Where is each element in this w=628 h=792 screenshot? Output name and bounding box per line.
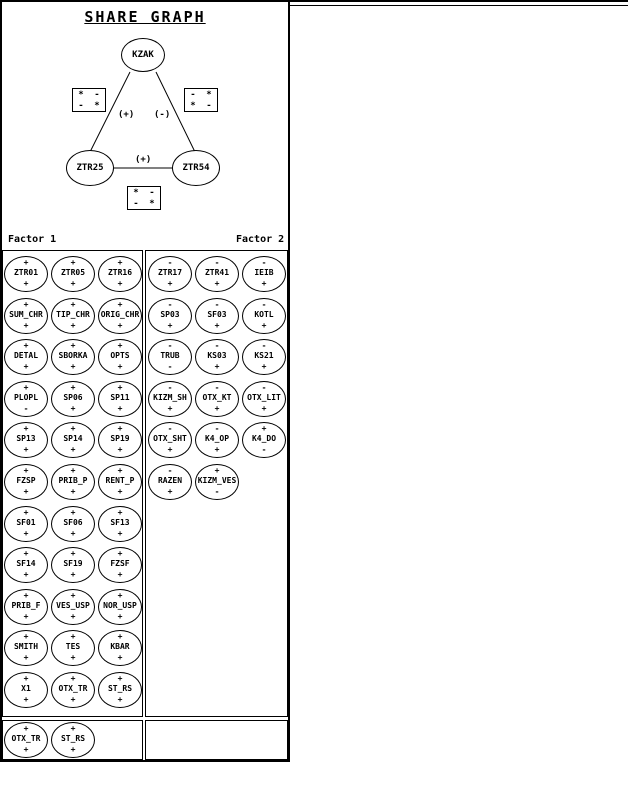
sign-bottom: + [23,653,29,663]
variable-node [195,464,239,500]
variable-label: SP03 [160,309,180,319]
sign-bottom: + [23,320,29,330]
variable-label: KBAR [110,642,130,652]
variable-label: K4_DO [251,434,277,444]
sign-top: + [23,341,29,351]
variable-node [51,722,95,758]
sign-bottom: + [117,320,123,330]
sign-top: - [167,341,173,351]
sign-top: + [117,424,123,434]
sign-bottom: + [117,695,123,704]
sign-top: + [117,466,123,475]
variable-node [51,672,95,708]
variable-node [148,381,192,417]
sign-bottom: + [117,570,123,580]
variable-node [4,464,48,500]
sign-top: - [261,299,267,309]
variable-label: IEIB [254,268,274,277]
variable-node [148,464,192,500]
sign-top: + [117,341,123,351]
variable-node [242,339,286,375]
sign-bottom: + [261,279,267,288]
sign-top: - [167,424,173,434]
sign-bottom: + [117,445,123,455]
variable-label: ZTR05 [60,268,86,277]
header-rule [290,0,628,6]
variable-node [51,589,95,625]
sign-top: - [167,382,173,392]
sign-bottom: + [261,320,267,330]
variable-label: OTX_TR [11,734,41,743]
variable-node [195,422,239,458]
sign-top: - [214,424,220,434]
sign-top: - [261,258,267,267]
sign-bottom: + [117,487,123,496]
variable-label: PLOPL [13,392,39,402]
variable-label: ST_RS [60,734,86,743]
sign-bottom: + [70,445,76,455]
sign-top: - [214,382,220,392]
edge-label-right: (-) [154,110,171,120]
variable-node [98,381,142,417]
variable-label: SBORKA [58,351,88,361]
sign-bottom: + [23,611,29,621]
variable-node [4,722,48,758]
variable-node [148,339,192,375]
sign-bottom: + [214,445,220,455]
sign-bottom: + [167,445,173,455]
variable-label: PRIB_F [11,600,41,610]
variable-label: ZTR17 [157,268,183,277]
variable-node [51,381,95,417]
sign-bottom: + [70,403,76,413]
sign-top: + [117,674,123,683]
variable-node [4,339,48,375]
sign-top: + [23,724,29,733]
variable-label: FZSF [110,559,130,569]
variable-node [242,256,286,292]
node-right: ZTR54 [172,150,220,186]
sign-bottom: + [117,279,123,288]
variable-label: VES_USP [56,600,90,610]
sign-bottom: + [261,403,267,413]
sign-top: + [23,549,29,559]
variable-node [51,339,95,375]
variable-node [98,464,142,500]
edge-label-left: (+) [118,110,135,120]
variable-label: ZTR41 [204,268,230,277]
sign-bottom: + [70,279,76,288]
sign-top: + [117,299,123,309]
variable-node [51,422,95,458]
sign-top: + [70,299,76,309]
variable-label: TIP_CHR [56,309,90,319]
node-left: ZTR25 [66,150,114,186]
sign-top: + [70,258,76,267]
variable-label: ORIG_CHR [100,309,140,319]
variable-node [4,589,48,625]
sign-top: - [214,258,220,267]
variable-label: RAZEN [157,476,183,485]
sign-top: + [23,258,29,267]
variable-node [4,381,48,417]
sign-top: + [117,258,123,267]
sign-top: + [23,424,29,434]
sign-bottom: + [117,403,123,413]
sign-bottom: + [167,320,173,330]
variable-node [195,298,239,334]
sign-bottom: + [23,528,29,538]
variable-label: OTX_TR [58,684,88,693]
variable-node [242,422,286,458]
variable-node [98,298,142,334]
sign-top: + [23,632,29,642]
variable-label: SMITH [13,642,39,652]
variable-label: OPTS [110,351,130,361]
sign-bottom: + [117,611,123,621]
sign-top: + [117,507,123,517]
variable-label: ZTR01 [13,268,39,277]
factor-1-label: Factor 1 [8,234,57,245]
variable-label: OTX_LIT [247,392,281,402]
variable-label: SP19 [110,434,130,444]
variable-label: KS03 [207,351,227,361]
variable-node [98,589,142,625]
variable-label: KS21 [254,351,274,361]
sign-top: + [23,674,29,683]
sign-bottom: + [23,570,29,580]
sign-top: - [167,466,173,475]
sign-top: + [23,466,29,475]
variable-node [195,339,239,375]
sign-bottom: + [23,745,29,754]
sign-top: - [261,382,267,392]
sign-bottom: + [70,611,76,621]
sign-top: + [117,549,123,559]
sign-top: + [70,549,76,559]
variable-label: SP06 [63,392,83,402]
variable-node [148,422,192,458]
variable-node [51,256,95,292]
variable-node [98,422,142,458]
sign-top: + [23,299,29,309]
variable-node [148,298,192,334]
variable-label: SP11 [110,392,130,402]
sign-bottom: - [23,403,29,413]
variable-node [98,547,142,583]
sign-bottom: + [214,403,220,413]
variable-node [51,547,95,583]
sign-bottom: + [117,528,123,538]
variable-label: PRIB_P [58,476,88,485]
matrix-left: * - - * [72,88,106,112]
extra-right-panel [145,720,288,760]
variable-label: X1 [21,684,31,693]
sign-top: + [70,424,76,434]
variable-label: FZSP [16,476,36,485]
sign-bottom: + [70,695,76,704]
sign-top: + [214,466,220,475]
variable-label: KIZM_SH [153,392,187,402]
variable-label: SF13 [110,517,130,527]
sign-top: + [23,590,29,600]
variable-node [148,256,192,292]
variable-node [4,298,48,334]
variable-node [98,256,142,292]
sign-top: + [23,382,29,392]
variable-node [4,672,48,708]
variable-label: KOTL [254,309,274,319]
variable-label: OTX_KT [202,392,232,402]
matrix-bottom: * - - * [127,186,161,210]
variable-label: OTX_SHT [153,434,187,444]
variable-node [51,630,95,666]
sign-top: + [70,674,76,683]
sign-top: + [70,382,76,392]
variable-node [51,506,95,542]
sign-bottom: + [117,653,123,663]
sign-bottom: + [261,362,267,372]
matrix-right: - * * - [184,88,218,112]
factor-2-label: Factor 2 [236,234,285,245]
sign-bottom: + [70,653,76,663]
variable-label: SP13 [16,434,36,444]
page-title: SHARE GRAPH [84,8,206,26]
variable-node [4,256,48,292]
sign-bottom: + [23,362,29,372]
node-top: KZAK [121,38,165,72]
sign-top: + [261,424,267,434]
sign-bottom: + [214,362,220,372]
variable-label: SF19 [63,559,83,569]
variable-label: ST_RS [107,684,133,693]
variable-node [195,381,239,417]
sign-bottom: + [167,487,173,496]
sign-top: - [214,299,220,309]
variable-node [4,630,48,666]
variable-label: SF14 [16,559,36,569]
sign-top: + [70,507,76,517]
variable-label: ZTR16 [107,268,133,277]
sign-bottom: - [261,445,267,455]
variable-node [51,298,95,334]
variable-label: SP14 [63,434,83,444]
variable-node [98,339,142,375]
variable-label: SF01 [16,517,36,527]
edge-label-bottom: (+) [135,155,152,165]
sign-top: - [214,341,220,351]
sign-bottom: + [23,279,29,288]
variable-label: RENT_P [105,476,135,485]
sign-top: + [117,382,123,392]
sign-bottom: + [23,445,29,455]
sign-bottom: + [23,695,29,704]
sign-top: + [70,632,76,642]
sign-bottom: + [70,487,76,496]
sign-bottom: + [167,403,173,413]
variable-node [4,547,48,583]
variable-label: NOR_USP [103,600,137,610]
variable-node [4,422,48,458]
sign-top: + [70,724,76,733]
variable-label: SF06 [63,517,83,527]
sign-bottom: + [167,279,173,288]
sign-top: + [70,466,76,475]
sign-bottom: - [214,487,220,496]
sign-bottom: - [167,362,173,372]
variable-node [195,256,239,292]
sign-bottom: + [70,320,76,330]
sign-bottom: + [214,279,220,288]
sign-top: + [70,341,76,351]
variable-label: SF03 [207,309,227,319]
sign-bottom: + [117,362,123,372]
variable-node [242,298,286,334]
sign-top: + [23,507,29,517]
sign-top: - [167,299,173,309]
variable-label: SUM_CHR [9,309,43,319]
variable-node [98,630,142,666]
variable-node [98,672,142,708]
variable-label: KIZM_VES [197,476,237,485]
variable-node [98,506,142,542]
variable-label: TRUB [160,351,180,361]
variable-node [4,506,48,542]
sign-top: - [261,341,267,351]
sign-top: + [117,590,123,600]
sign-bottom: + [214,320,220,330]
sign-bottom: + [70,745,76,754]
variable-node [51,464,95,500]
variable-node [242,381,286,417]
sign-bottom: + [23,487,29,496]
sign-bottom: + [70,362,76,372]
sign-top: - [167,258,173,267]
sign-bottom: + [70,528,76,538]
variable-label: DETAL [13,351,39,361]
variable-label: TES [65,642,81,652]
variable-label: K4_OP [204,434,230,444]
share-graph-edges [0,0,290,215]
sign-bottom: + [70,570,76,580]
sign-top: + [117,632,123,642]
sign-top: + [70,590,76,600]
